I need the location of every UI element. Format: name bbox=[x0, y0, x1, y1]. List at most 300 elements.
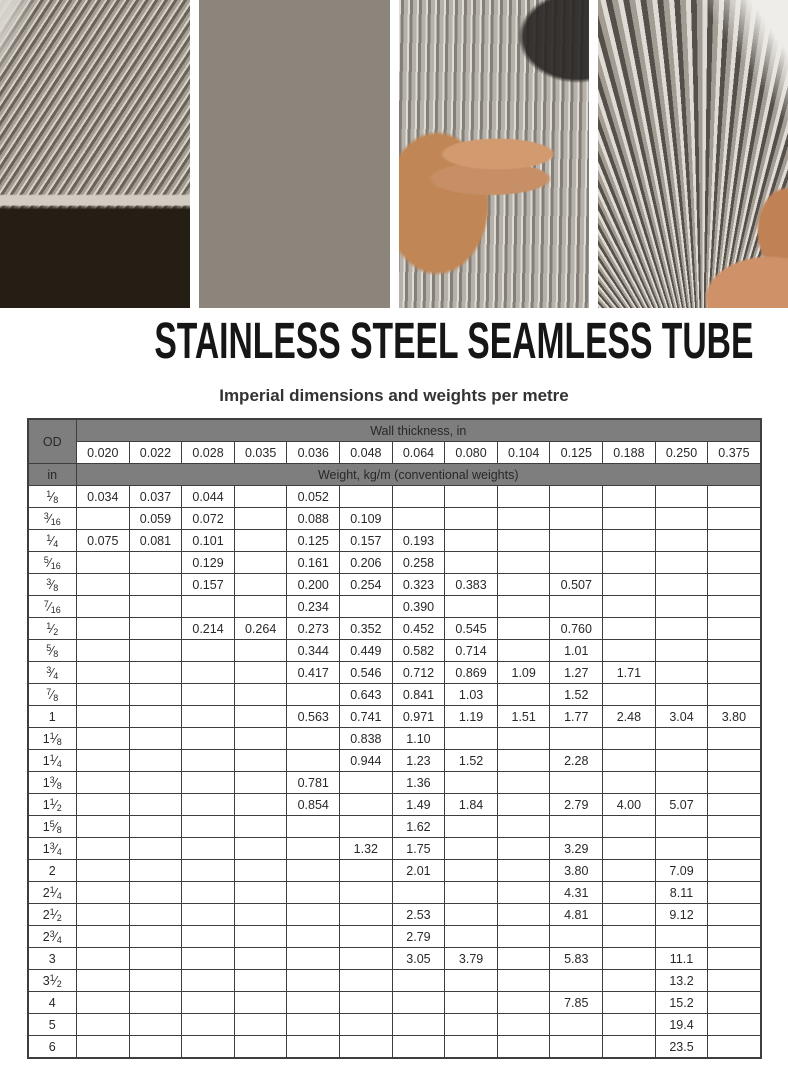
weight-cell bbox=[77, 970, 130, 992]
weight-cell: 2.79 bbox=[392, 926, 445, 948]
wall-thickness-header-row bbox=[28, 419, 761, 442]
weight-cell bbox=[234, 1014, 287, 1036]
weight-cell bbox=[603, 684, 656, 706]
weight-cell: 0.383 bbox=[445, 574, 498, 596]
weight-cell bbox=[708, 596, 761, 618]
weight-cell bbox=[708, 1036, 761, 1059]
weight-cell bbox=[497, 618, 550, 640]
weight-cell bbox=[77, 882, 130, 904]
weight-cell bbox=[550, 552, 603, 574]
weight-cell bbox=[129, 882, 182, 904]
weight-cell: 4.00 bbox=[603, 794, 656, 816]
weight-cell bbox=[655, 552, 708, 574]
weight-cell bbox=[234, 530, 287, 552]
weight-cell bbox=[234, 508, 287, 530]
weight-cell bbox=[550, 486, 603, 508]
weight-cell bbox=[340, 772, 393, 794]
weight-cell bbox=[392, 508, 445, 530]
weight-cell bbox=[182, 970, 235, 992]
weight-cell bbox=[340, 948, 393, 970]
weight-cell: 2.79 bbox=[550, 794, 603, 816]
weight-cell bbox=[497, 992, 550, 1014]
page-title bbox=[0, 312, 788, 369]
weight-cell bbox=[603, 1014, 656, 1036]
thickness-header-cell: 0.064 bbox=[392, 442, 445, 464]
weight-cell bbox=[182, 706, 235, 728]
weight-cell: 1.49 bbox=[392, 794, 445, 816]
weight-cell bbox=[655, 508, 708, 530]
weight-cell bbox=[550, 772, 603, 794]
thickness-header-cell: 0.036 bbox=[287, 442, 340, 464]
weight-cell bbox=[603, 574, 656, 596]
weight-cell bbox=[497, 684, 550, 706]
weight-cell: 0.781 bbox=[287, 772, 340, 794]
weight-cell bbox=[655, 640, 708, 662]
weight-cell bbox=[392, 1014, 445, 1036]
od-cell: 3 bbox=[28, 948, 77, 970]
weight-cell bbox=[129, 728, 182, 750]
weight-cell bbox=[497, 794, 550, 816]
weight-cell bbox=[340, 1014, 393, 1036]
weight-cell: 0.044 bbox=[182, 486, 235, 508]
weight-cell bbox=[287, 882, 340, 904]
weight-cell bbox=[287, 904, 340, 926]
table-row bbox=[28, 508, 761, 530]
weight-cell: 0.214 bbox=[182, 618, 235, 640]
weight-cell bbox=[77, 574, 130, 596]
weight-cell bbox=[603, 970, 656, 992]
weight-cell bbox=[129, 948, 182, 970]
table-row bbox=[28, 904, 761, 926]
weight-cell: 0.971 bbox=[392, 706, 445, 728]
weight-cell bbox=[655, 486, 708, 508]
weight-cell bbox=[550, 530, 603, 552]
weight-header-cell: Weight, kg/m (conventional weights) bbox=[77, 464, 761, 486]
table-row bbox=[28, 552, 761, 574]
weight-cell bbox=[445, 486, 498, 508]
weight-cell bbox=[655, 838, 708, 860]
weight-cell bbox=[234, 728, 287, 750]
weight-cell bbox=[392, 970, 445, 992]
weight-cell bbox=[234, 926, 287, 948]
weight-cell bbox=[550, 1036, 603, 1059]
weight-cell: 3.80 bbox=[708, 706, 761, 728]
weight-cell bbox=[77, 684, 130, 706]
weight-cell: 0.034 bbox=[77, 486, 130, 508]
od-cell: $2^1⁄_2$ bbox=[28, 904, 77, 926]
weight-cell bbox=[445, 530, 498, 552]
weight-cell bbox=[708, 640, 761, 662]
weights-table bbox=[27, 418, 762, 1059]
weight-cell bbox=[129, 992, 182, 1014]
weight-cell: 1.52 bbox=[445, 750, 498, 772]
weight-cell bbox=[340, 860, 393, 882]
weight-cell: 1.10 bbox=[392, 728, 445, 750]
weight-cell: 23.5 bbox=[655, 1036, 708, 1059]
weight-cell bbox=[77, 618, 130, 640]
weight-cell: 1.77 bbox=[550, 706, 603, 728]
weight-cell: 0.712 bbox=[392, 662, 445, 684]
weight-cell bbox=[603, 508, 656, 530]
weight-cell bbox=[182, 860, 235, 882]
weight-cell bbox=[129, 816, 182, 838]
od-cell: $3^1⁄_2$ bbox=[28, 970, 77, 992]
weight-cell bbox=[182, 640, 235, 662]
weight-cell: 0.193 bbox=[392, 530, 445, 552]
weight-cell bbox=[708, 684, 761, 706]
weight-cell bbox=[287, 684, 340, 706]
od-cell: $^7⁄_8$ bbox=[28, 684, 77, 706]
weight-cell: 3.04 bbox=[655, 706, 708, 728]
od-cell: $^7⁄_{16}$ bbox=[28, 596, 77, 618]
weight-cell bbox=[392, 992, 445, 1014]
weight-cell bbox=[287, 816, 340, 838]
weight-cell bbox=[77, 1014, 130, 1036]
weight-cell: 0.390 bbox=[392, 596, 445, 618]
od-header-cell: OD bbox=[28, 419, 77, 464]
weight-cell bbox=[77, 772, 130, 794]
weight-cell: 5.83 bbox=[550, 948, 603, 970]
weight-cell bbox=[655, 618, 708, 640]
weight-cell: 1.52 bbox=[550, 684, 603, 706]
table-row bbox=[28, 970, 761, 992]
table-row bbox=[28, 860, 761, 882]
od-cell: $^3⁄_8$ bbox=[28, 574, 77, 596]
table-row bbox=[28, 662, 761, 684]
weight-cell bbox=[234, 640, 287, 662]
weight-cell bbox=[234, 970, 287, 992]
thickness-header-cell: 0.022 bbox=[129, 442, 182, 464]
weight-cell bbox=[182, 772, 235, 794]
weight-cell: 2.48 bbox=[603, 706, 656, 728]
od-cell: $^5⁄_{16}$ bbox=[28, 552, 77, 574]
photo-tube-bundle-rack bbox=[0, 0, 190, 308]
weight-cell: 1.62 bbox=[392, 816, 445, 838]
weight-cell bbox=[129, 662, 182, 684]
weight-cell bbox=[77, 640, 130, 662]
weight-cell bbox=[182, 1014, 235, 1036]
weight-cell: 0.258 bbox=[392, 552, 445, 574]
thickness-header-cell: 0.080 bbox=[445, 442, 498, 464]
weight-cell: 0.200 bbox=[287, 574, 340, 596]
weight-cell bbox=[287, 1036, 340, 1059]
weight-cell: 0.323 bbox=[392, 574, 445, 596]
table-body bbox=[28, 486, 761, 1059]
weight-cell bbox=[550, 970, 603, 992]
weight-cell bbox=[497, 552, 550, 574]
weight-cell: 0.072 bbox=[182, 508, 235, 530]
weight-cell bbox=[287, 1014, 340, 1036]
weight-cell bbox=[129, 750, 182, 772]
weight-cell bbox=[708, 816, 761, 838]
weight-cell bbox=[655, 926, 708, 948]
weight-cell: 2.01 bbox=[392, 860, 445, 882]
weight-cell bbox=[129, 706, 182, 728]
od-cell: $1^5⁄_8$ bbox=[28, 816, 77, 838]
weight-cell bbox=[550, 728, 603, 750]
weight-cell: 1.51 bbox=[497, 706, 550, 728]
weight-cell bbox=[234, 662, 287, 684]
weight-cell: 15.2 bbox=[655, 992, 708, 1014]
weight-cell bbox=[340, 882, 393, 904]
weight-cell: 19.4 bbox=[655, 1014, 708, 1036]
weight-cell bbox=[497, 904, 550, 926]
weight-cell bbox=[287, 750, 340, 772]
thickness-header-cell: 0.028 bbox=[182, 442, 235, 464]
weight-cell bbox=[497, 1036, 550, 1059]
weight-cell bbox=[445, 508, 498, 530]
weight-cell bbox=[77, 662, 130, 684]
weight-cell bbox=[708, 662, 761, 684]
weight-cell bbox=[392, 1036, 445, 1059]
weight-cell bbox=[497, 1014, 550, 1036]
weight-cell bbox=[445, 970, 498, 992]
weight-cell bbox=[655, 596, 708, 618]
weight-cell: 3.29 bbox=[550, 838, 603, 860]
weight-cell: 0.273 bbox=[287, 618, 340, 640]
weight-cell bbox=[392, 882, 445, 904]
weight-cell bbox=[77, 816, 130, 838]
weight-cell: 0.125 bbox=[287, 530, 340, 552]
weight-cell bbox=[234, 860, 287, 882]
page-subtitle: Imperial dimensions and weights per metre bbox=[219, 386, 569, 406]
weight-cell bbox=[77, 508, 130, 530]
weight-cell bbox=[708, 904, 761, 926]
weight-cell bbox=[182, 662, 235, 684]
weight-cell: 0.206 bbox=[340, 552, 393, 574]
table-row bbox=[28, 618, 761, 640]
od-cell: $^1⁄_2$ bbox=[28, 618, 77, 640]
weight-cell: 0.254 bbox=[340, 574, 393, 596]
weight-cell bbox=[497, 728, 550, 750]
weight-cell bbox=[77, 728, 130, 750]
weight-cell bbox=[129, 904, 182, 926]
table-row bbox=[28, 926, 761, 948]
weight-cell bbox=[77, 596, 130, 618]
weight-cell bbox=[445, 596, 498, 618]
od-cell: $1^1⁄_4$ bbox=[28, 750, 77, 772]
weight-cell: 1.23 bbox=[392, 750, 445, 772]
weight-cell bbox=[129, 794, 182, 816]
weight-cell: 0.059 bbox=[129, 508, 182, 530]
weight-cell bbox=[182, 948, 235, 970]
weight-cell bbox=[603, 860, 656, 882]
weight-cell bbox=[550, 596, 603, 618]
weight-cell bbox=[603, 882, 656, 904]
weight-cell bbox=[287, 838, 340, 860]
od-cell: 5 bbox=[28, 1014, 77, 1036]
weight-cell bbox=[445, 926, 498, 948]
weight-cell bbox=[655, 574, 708, 596]
table-row bbox=[28, 684, 761, 706]
photo-strip bbox=[0, 0, 788, 308]
od-cell: $1^3⁄_4$ bbox=[28, 838, 77, 860]
od-cell: $^3⁄_4$ bbox=[28, 662, 77, 684]
weight-cell bbox=[497, 508, 550, 530]
od-unit-cell: in bbox=[28, 464, 77, 486]
weight-cell bbox=[77, 552, 130, 574]
weight-cell bbox=[129, 596, 182, 618]
od-cell: $^1⁄_4$ bbox=[28, 530, 77, 552]
page-title-text: STAINLESS STEEL SEAMLESS TUBE bbox=[154, 312, 754, 369]
weight-cell bbox=[77, 838, 130, 860]
weight-cell bbox=[287, 728, 340, 750]
od-cell: $1^1⁄_8$ bbox=[28, 728, 77, 750]
weight-cell bbox=[182, 794, 235, 816]
weight-cell: 0.741 bbox=[340, 706, 393, 728]
weight-cell bbox=[182, 838, 235, 860]
weight-cell bbox=[603, 926, 656, 948]
weight-cell bbox=[234, 838, 287, 860]
weight-cell bbox=[550, 926, 603, 948]
weight-cell bbox=[234, 816, 287, 838]
weight-cell bbox=[603, 596, 656, 618]
weight-cell bbox=[77, 1036, 130, 1059]
weight-cell bbox=[234, 904, 287, 926]
weight-cell bbox=[655, 772, 708, 794]
thickness-header-cell: 0.250 bbox=[655, 442, 708, 464]
weight-cell: 1.03 bbox=[445, 684, 498, 706]
weight-cell bbox=[182, 750, 235, 772]
weight-cell: 0.088 bbox=[287, 508, 340, 530]
weight-cell bbox=[129, 574, 182, 596]
weight-cell bbox=[129, 970, 182, 992]
weight-cell bbox=[182, 596, 235, 618]
table-row bbox=[28, 838, 761, 860]
weight-cell bbox=[445, 904, 498, 926]
weight-cell: 7.85 bbox=[550, 992, 603, 1014]
photo-hand-holding-tubes bbox=[399, 0, 589, 308]
weight-cell bbox=[77, 750, 130, 772]
od-cell: 1 bbox=[28, 706, 77, 728]
weight-cell bbox=[234, 1036, 287, 1059]
weight-cell bbox=[708, 508, 761, 530]
thickness-header-cell: 0.104 bbox=[497, 442, 550, 464]
weight-cell: 11.1 bbox=[655, 948, 708, 970]
weight-cell bbox=[182, 816, 235, 838]
weight-cell bbox=[182, 926, 235, 948]
weight-cell bbox=[708, 882, 761, 904]
weight-cell: 0.129 bbox=[182, 552, 235, 574]
weight-cell: 1.84 bbox=[445, 794, 498, 816]
weight-cell: 0.264 bbox=[234, 618, 287, 640]
weight-cell bbox=[129, 684, 182, 706]
weight-cell bbox=[708, 728, 761, 750]
weight-cell bbox=[182, 992, 235, 1014]
weight-cell bbox=[603, 772, 656, 794]
weight-cell bbox=[392, 486, 445, 508]
weight-cell bbox=[497, 816, 550, 838]
weight-cell bbox=[445, 1036, 498, 1059]
thickness-header-cell: 0.125 bbox=[550, 442, 603, 464]
weight-cell bbox=[445, 816, 498, 838]
weight-cell bbox=[77, 926, 130, 948]
od-cell: $1^1⁄_2$ bbox=[28, 794, 77, 816]
weight-cell bbox=[550, 1014, 603, 1036]
weight-cell: 1.75 bbox=[392, 838, 445, 860]
weight-cell bbox=[603, 904, 656, 926]
photo-tube-fan-in-hand bbox=[598, 0, 788, 308]
weight-cell bbox=[234, 486, 287, 508]
weight-cell: 0.037 bbox=[129, 486, 182, 508]
thickness-values-row bbox=[28, 442, 761, 464]
weight-cell bbox=[497, 640, 550, 662]
weight-cell bbox=[77, 904, 130, 926]
weight-cell: 0.157 bbox=[182, 574, 235, 596]
weight-cell bbox=[445, 772, 498, 794]
weight-cell: 1.19 bbox=[445, 706, 498, 728]
weight-cell: 1.32 bbox=[340, 838, 393, 860]
weight-cell bbox=[445, 838, 498, 860]
weight-cell bbox=[655, 530, 708, 552]
weight-cell bbox=[708, 948, 761, 970]
weight-header-row bbox=[28, 464, 761, 486]
weight-cell bbox=[603, 486, 656, 508]
weight-cell bbox=[708, 772, 761, 794]
weight-cell bbox=[129, 838, 182, 860]
weight-cell bbox=[445, 552, 498, 574]
weight-cell bbox=[340, 1036, 393, 1059]
weight-cell bbox=[497, 860, 550, 882]
weight-cell: 0.546 bbox=[340, 662, 393, 684]
weight-cell: 0.643 bbox=[340, 684, 393, 706]
table-row bbox=[28, 574, 761, 596]
weight-cell: 0.449 bbox=[340, 640, 393, 662]
weight-cell bbox=[655, 816, 708, 838]
weight-cell bbox=[603, 948, 656, 970]
weight-cell bbox=[603, 750, 656, 772]
weight-cell bbox=[708, 794, 761, 816]
od-cell: $2^1⁄_4$ bbox=[28, 882, 77, 904]
weight-cell bbox=[445, 992, 498, 1014]
weight-cell bbox=[497, 530, 550, 552]
table-row bbox=[28, 486, 761, 508]
weight-cell: 0.582 bbox=[392, 640, 445, 662]
weight-cell bbox=[340, 904, 393, 926]
weight-cell bbox=[340, 596, 393, 618]
weight-cell bbox=[340, 794, 393, 816]
weight-cell: 5.07 bbox=[655, 794, 708, 816]
weight-cell bbox=[655, 728, 708, 750]
weight-cell bbox=[708, 860, 761, 882]
weight-cell bbox=[603, 530, 656, 552]
weight-cell: 1.09 bbox=[497, 662, 550, 684]
weight-cell bbox=[603, 816, 656, 838]
weight-cell: 4.81 bbox=[550, 904, 603, 926]
weight-cell bbox=[497, 970, 550, 992]
weight-cell: 0.760 bbox=[550, 618, 603, 640]
weight-cell bbox=[234, 706, 287, 728]
weight-cell: 0.344 bbox=[287, 640, 340, 662]
weight-cell bbox=[129, 1014, 182, 1036]
od-cell: 6 bbox=[28, 1036, 77, 1059]
photo-tube-rows-workshop bbox=[199, 0, 389, 308]
table-row bbox=[28, 530, 761, 552]
weight-cell bbox=[603, 618, 656, 640]
weight-cell bbox=[129, 640, 182, 662]
weight-cell bbox=[182, 1036, 235, 1059]
weight-cell bbox=[234, 574, 287, 596]
weight-cell bbox=[234, 552, 287, 574]
weight-cell: 3.80 bbox=[550, 860, 603, 882]
weight-cell bbox=[129, 1036, 182, 1059]
od-cell: 4 bbox=[28, 992, 77, 1014]
weight-cell bbox=[182, 728, 235, 750]
weight-cell bbox=[77, 948, 130, 970]
weight-cell: 4.31 bbox=[550, 882, 603, 904]
table-header bbox=[28, 419, 761, 486]
table-row bbox=[28, 728, 761, 750]
